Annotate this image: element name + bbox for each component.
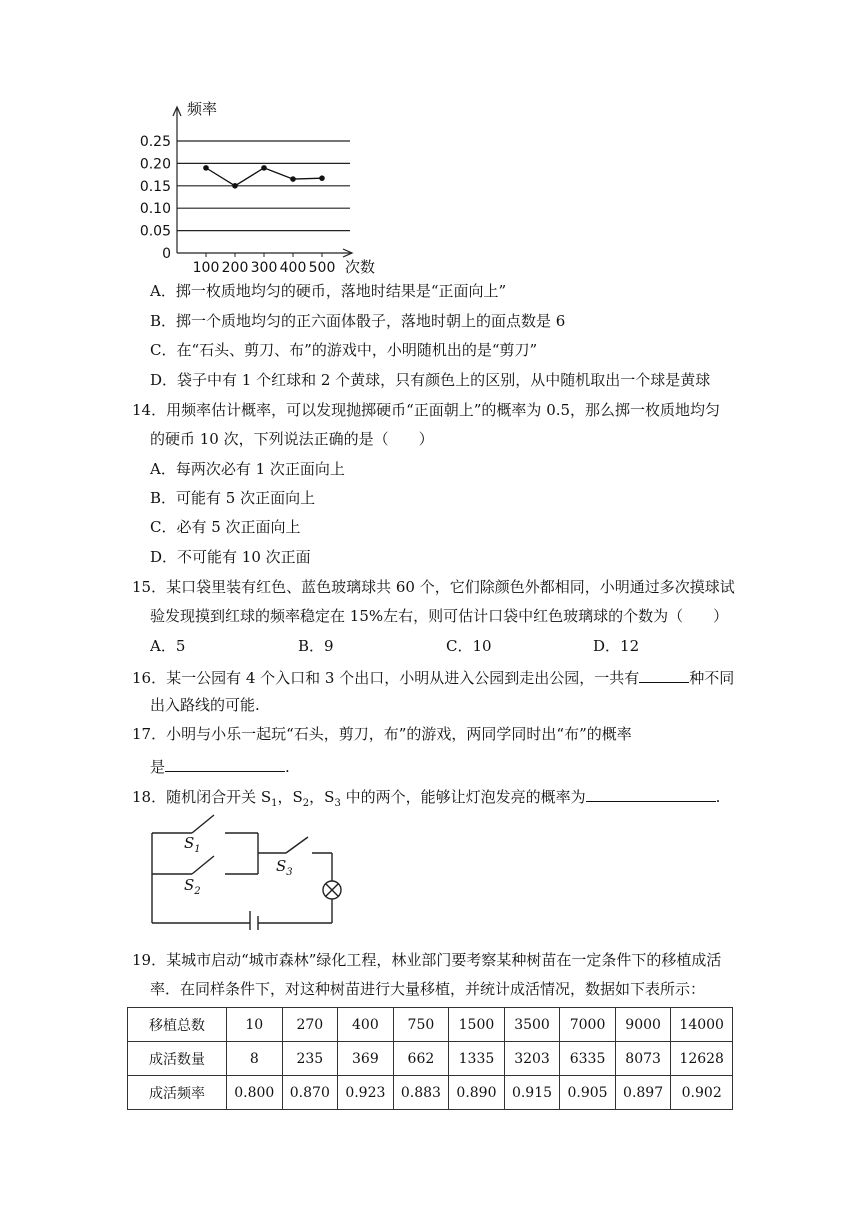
s1-switch-blade — [192, 815, 214, 833]
data-point — [290, 176, 296, 182]
q18-sub-3: 3 — [334, 798, 341, 809]
table-cell: 270 — [282, 1008, 338, 1042]
table-cell: 0.915 — [504, 1076, 560, 1110]
data-point — [203, 165, 209, 171]
table-cell: 9000 — [615, 1008, 671, 1042]
q14-option-a: A．每两次必有 1 次正面向上 — [150, 460, 345, 478]
table-cell: 1500 — [449, 1008, 505, 1042]
frequency-line-chart — [140, 96, 380, 281]
q13-option-d: D．袋子中有 1 个红球和 2 个黄球，只有颜色上的区别，从中随机取出一个球是黄球 — [150, 371, 711, 389]
circuit-diagram — [140, 808, 345, 930]
table-cell: 400 — [338, 1008, 394, 1042]
table-row — [128, 1042, 733, 1076]
q14-stem-line2: 的硬币 10 次，下列说法正确的是（ ） — [150, 430, 434, 448]
data-point — [319, 175, 325, 181]
table-cell: 14000 — [671, 1008, 733, 1042]
q18-text-mid2: ，S — [309, 788, 335, 806]
q17-answer-blank[interactable] — [165, 755, 285, 772]
y-tick-label: 0.10 — [140, 201, 171, 218]
q16-text-pre: 16．某一公园有 4 个入口和 3 个出口，小明从进入公园到走出公园，一共有 — [132, 669, 640, 687]
y-tick-label: 0.15 — [140, 178, 171, 195]
table-cell: 0.923 — [338, 1076, 394, 1110]
q18-sub-1: 1 — [271, 798, 278, 809]
q15-option-a: A．5 — [150, 637, 186, 655]
q15-option-b: B．9 — [298, 637, 334, 655]
q19-stem-line2: 率．在同样条件下，对这种树苗进行大量移植，并统计成活情况，数据如下表所示： — [150, 980, 706, 998]
table-cell: 0.800 — [227, 1076, 283, 1110]
q18-text-post: 中的两个，能够让灯泡发亮的概率为 — [340, 788, 586, 806]
table-cell: 12628 — [671, 1042, 733, 1076]
chart-series — [203, 165, 325, 189]
table-cell: 移植总数 — [128, 1008, 227, 1042]
q14-option-b: B．可能有 5 次正面向上 — [150, 489, 316, 507]
x-tick-label: 300 — [250, 260, 278, 276]
seedling-data-table — [127, 1007, 733, 1110]
q18-text-end: . — [715, 788, 721, 806]
table-cell: 0.905 — [560, 1076, 616, 1110]
q14-option-c: C．必有 5 次正面向上 — [150, 518, 301, 536]
q17-stem-line2 — [150, 755, 290, 777]
q16-text-post: 种不同 — [689, 669, 735, 687]
q16-stem-line1 — [132, 666, 734, 688]
y-axis-label: 频率 — [187, 100, 218, 118]
x-tick-label: 100 — [192, 260, 220, 276]
s2-switch-blade — [192, 856, 214, 874]
q14-stem-line1: 14．用频率估计概率，可以发现抛掷硬币“正面朝上”的概率为 0.5，那么掷一枚质地均匀 — [132, 401, 721, 419]
q17-text-post: . — [285, 758, 290, 776]
q16-stem-line2: 出入路线的可能. — [150, 696, 260, 714]
table-cell: 成活频率 — [128, 1076, 227, 1110]
x-tick-label: 200 — [221, 260, 249, 276]
q15-stem-line2: 验发现摸到红球的频率稳定在 15%左右，则可估计口袋中红色玻璃球的个数为（ ） — [150, 607, 729, 625]
q15-option-c: C．10 — [446, 637, 492, 655]
table-row — [128, 1076, 733, 1110]
s2-label: $S_2$ — [184, 876, 201, 897]
table-cell: 235 — [282, 1042, 338, 1076]
table-cell: 0.883 — [393, 1076, 449, 1110]
s3-label: $S_3$ — [276, 857, 293, 878]
q18-sub-2: 2 — [302, 798, 310, 809]
q14-option-d: D．不可能有 10 次正面 — [150, 548, 311, 566]
table-cell: 1335 — [449, 1042, 505, 1076]
table-cell: 3500 — [504, 1008, 560, 1042]
x-tick-label: 500 — [308, 260, 336, 276]
q15-stem-line1: 15．某口袋里装有红色、蓝色玻璃球共 60 个，它们除颜色外都相同，小明通过多次摸球试 — [132, 578, 735, 596]
table-cell: 0.897 — [615, 1076, 671, 1110]
table-cell: 662 — [393, 1042, 449, 1076]
table-cell: 7000 — [560, 1008, 616, 1042]
table-cell: 成活数量 — [128, 1042, 227, 1076]
y-tick-label: 0.25 — [140, 134, 171, 150]
data-point — [261, 165, 267, 171]
data-point — [232, 183, 238, 189]
chart-grid — [177, 141, 350, 231]
x-axis-label: 次数 — [345, 258, 376, 276]
y-tick-label: 0.20 — [140, 156, 171, 173]
q17-text-pre: 是 — [150, 758, 166, 776]
q13-option-c: C．在“石头、剪刀、布”的游戏中，小明随机出的是“剪刀” — [150, 341, 538, 359]
table-cell: 6335 — [560, 1042, 616, 1076]
s3-switch-blade — [286, 837, 308, 853]
table-cell: 369 — [338, 1042, 394, 1076]
table-cell: 0.890 — [449, 1076, 505, 1110]
table-row — [128, 1008, 733, 1042]
table-cell: 3203 — [504, 1042, 560, 1076]
y-tick-label: 0.05 — [140, 223, 171, 240]
s1-label: $S_1$ — [184, 834, 201, 855]
q13-option-a: A．掷一枚质地均匀的硬币，落地时结果是“正面向上” — [150, 282, 507, 300]
q13-option-b: B．掷一个质地均匀的正六面体骰子，落地时朝上的面点数是 6 — [150, 312, 566, 330]
x-tick-labels — [193, 253, 336, 276]
q15-option-d: D．12 — [593, 637, 640, 655]
table-cell: 0.870 — [282, 1076, 338, 1110]
q18-text-pre: 18．随机闭合开关 S — [132, 788, 272, 806]
chart-axes — [173, 107, 352, 257]
table-cell: 8073 — [615, 1042, 671, 1076]
table-cell: 8 — [227, 1042, 283, 1076]
table-cell: 10 — [227, 1008, 283, 1042]
y-tick-label: 0 — [162, 246, 171, 262]
y-tick-labels — [140, 134, 171, 262]
q16-answer-blank[interactable] — [639, 666, 689, 683]
q19-stem-line1: 19．某城市启动“城市森林”绿化工程，林业部门要考察某种树苗在一定条件下的移植成活 — [132, 951, 722, 969]
table-cell: 0.902 — [671, 1076, 733, 1110]
table-cell: 750 — [393, 1008, 449, 1042]
q18-text-mid1: ，S — [277, 788, 303, 806]
x-tick-label: 400 — [279, 260, 307, 276]
q18-answer-blank[interactable] — [586, 785, 716, 802]
q17-stem-line1: 17．小明与小乐一起玩“石头，剪刀，布”的游戏，两同学同时出“布”的概率 — [132, 725, 632, 743]
